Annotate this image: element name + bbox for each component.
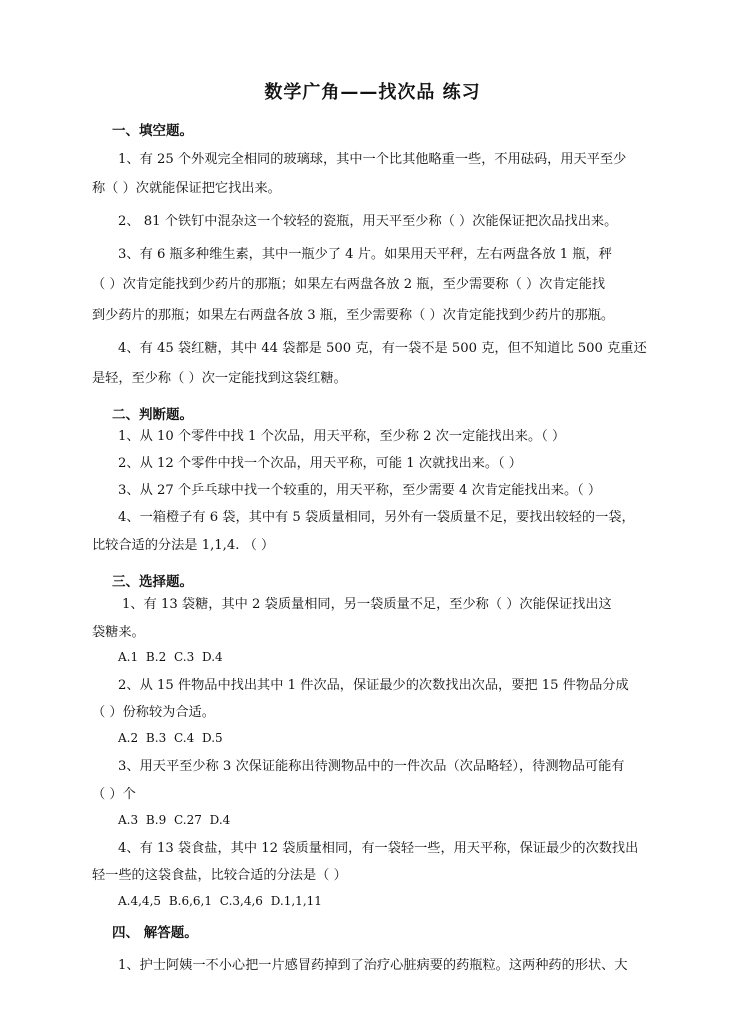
question-line: 1、从 10 个零件中找 1 个次品，用天平称，至少称 2 次一定能找出来。（ ） bbox=[118, 429, 566, 444]
question-line: 3、用天平至少称 3 次保证能称出待测物品中的一件次品（次品略轻），待测物品可能有 bbox=[118, 759, 625, 774]
question-line: 比较合适的分法是 1,1,4. （ ） bbox=[92, 538, 275, 553]
question-line: 4、一箱橙子有 6 袋，其中有 5 袋质量相同，另外有一袋质量不足，要找出较轻的一袋， bbox=[118, 510, 635, 525]
question-line: 到少药片的那瓶；如果左右两盘各放 3 瓶，至少需要称（ ）次肯定能找到少药片的那瓶。 bbox=[92, 308, 615, 323]
section-heading-problem-solving: 四、 解答题。 bbox=[112, 925, 198, 941]
question-line: 1、护士阿姨一不小心把一片感冒药掉到了治疗心脏病要的药瓶粒。这两种药的形状、大 bbox=[118, 958, 628, 973]
question-line: 称（ ）次就能保证把它找出来。 bbox=[92, 181, 281, 196]
question-line: 轻一些的这袋食盐，比较合适的分法是（ ） bbox=[92, 868, 347, 883]
answer-options: A.2 B.3 C.4 D.5 bbox=[118, 731, 223, 745]
question-line: 2、 81 个铁钉中混杂这一个较轻的瓷瓶，用天平至少称（ ）次能保证把次品找出来。 bbox=[118, 214, 618, 229]
question-line: 袋糖来。 bbox=[92, 625, 145, 640]
section-heading-true-false: 二、判断题。 bbox=[112, 407, 193, 423]
answer-options: A.1 B.2 C.3 D.4 bbox=[118, 650, 223, 664]
question-line: （ ）份称较为合适。 bbox=[92, 705, 215, 720]
page-title: 数学广角——找次品 练习 bbox=[264, 82, 481, 103]
answer-options: A.4,4,5 B.6,6,1 C.3,4,6 D.1,1,11 bbox=[118, 894, 322, 908]
question-line: 2、从 12 个零件中找一个次品，用天平称，可能 1 次就找出来。（ ） bbox=[118, 456, 522, 471]
question-line: （ ）个 bbox=[92, 787, 136, 802]
question-line: 是轻，至少称（ ）次一定能找到这袋红糖。 bbox=[92, 371, 347, 386]
section-heading-multiple-choice: 三、选择题。 bbox=[112, 574, 193, 590]
question-line: 4、有 45 袋红糖，其中 44 袋都是 500 克，有一袋不是 500 克，但不知道比 500 克重还 bbox=[118, 341, 647, 356]
question-line: 2、从 15 件物品中找出其中 1 件次品，保证最少的次数找出次品，要把 15 件物品分成 bbox=[118, 678, 629, 693]
question-line: 1、有 13 袋糖，其中 2 袋质量相同，另一袋质量不足，至少称（ ）次能保证找出这 bbox=[122, 597, 612, 612]
section-heading-fill-blank: 一、填空题。 bbox=[112, 123, 193, 139]
question-line: 3、从 27 个乒乓球中找一个较重的，用天平称，至少需要 4 次肯定能找出来。（ ） bbox=[118, 483, 602, 498]
question-line: 4、有 13 袋食盐，其中 12 袋质量相同，有一袋轻一些，用天平称，保证最少的次数找出 bbox=[118, 841, 639, 856]
question-line: 1、有 25 个外观完全相同的玻璃球，其中一个比其他略重一些，不用砝码，用天平至少 bbox=[118, 152, 627, 167]
answer-options: A.3 B.9 C.27 D.4 bbox=[118, 813, 231, 827]
question-line: 3、有 6 瓶多种维生素，其中一瓶少了 4 片。如果用天平秤，左右两盘各放 1 瓶，秤 bbox=[118, 247, 612, 262]
question-line: （ ）次肯定能找到少药片的那瓶；如果左右两盘各放 2 瓶，至少需要称（ ）次肯定能找 bbox=[92, 277, 606, 292]
